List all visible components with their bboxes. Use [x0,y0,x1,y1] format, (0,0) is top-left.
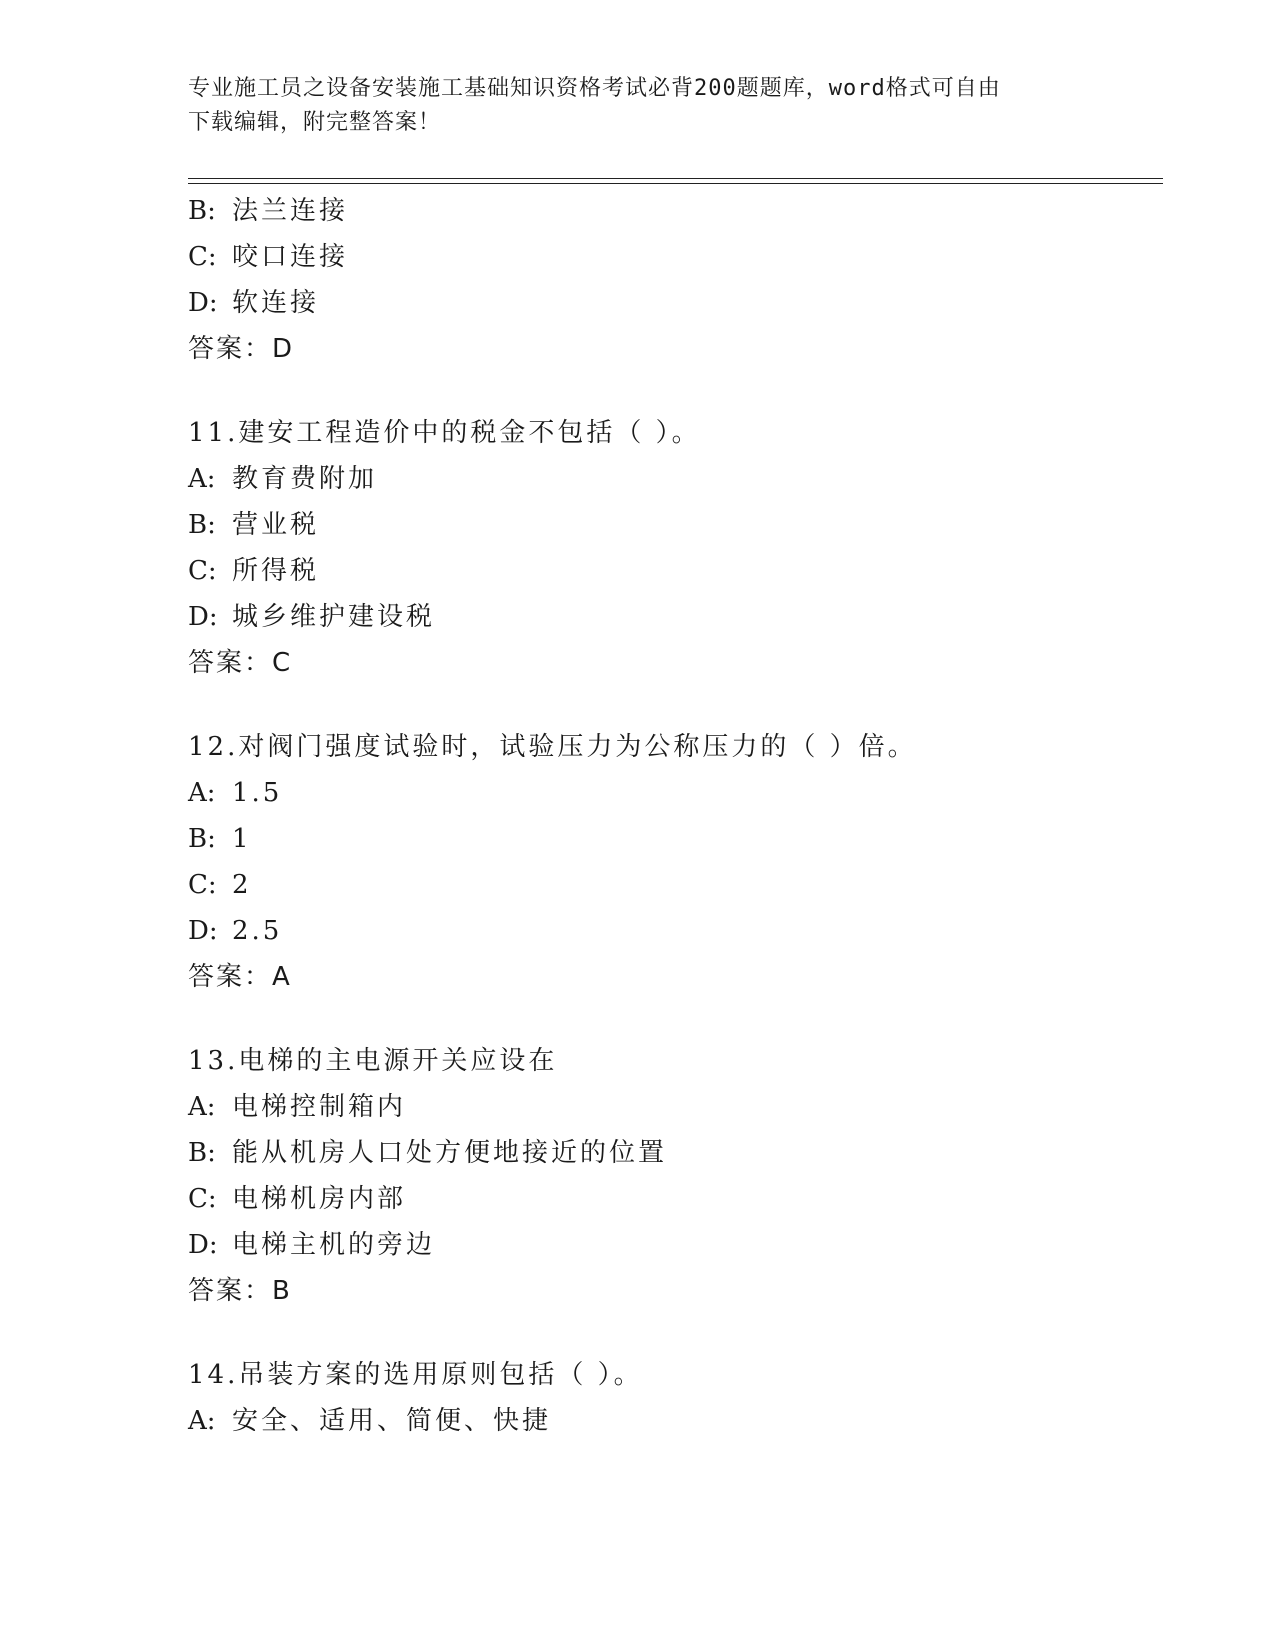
option-label: B: [188,196,216,226]
option-text: 安全、适用、简便、快捷 [232,1406,552,1436]
option-a [188,1398,1148,1444]
option-text: 教育费附加 [232,464,378,494]
option-text: 所得税 [232,556,320,586]
option-text: 1.5 [232,778,283,808]
option-label: C: [188,1184,217,1214]
option-b [188,816,1148,862]
option-label: D: [188,602,218,632]
option-label: D: [188,1230,218,1260]
option-c [188,1176,1148,1222]
option-c [188,548,1148,594]
option-d [188,280,1148,326]
option-text: 1 [232,824,252,854]
answer: 答案：A [188,962,292,992]
option-label: D: [188,916,218,946]
question-12 [188,724,1148,1000]
question-text: 12.对阀门强度试验时，试验压力为公称压力的（ ）倍。 [188,732,917,762]
option-text: 2 [232,870,252,900]
header-line-2: 下载编辑，附完整答案！ [188,110,442,135]
question-10 [188,188,1148,372]
option-d [188,594,1148,640]
option-text: 能从机房人口处方便地接近的位置 [232,1138,668,1168]
document-header [188,72,1088,140]
option-text: 电梯主机的旁边 [232,1230,436,1260]
option-text: 营业税 [232,510,320,540]
option-label: C: [188,556,217,586]
option-text: 电梯控制箱内 [232,1092,407,1122]
question-11 [188,410,1148,686]
option-label: B: [188,1138,216,1168]
option-text: 软连接 [232,288,320,318]
option-label: C: [188,870,217,900]
option-a [188,770,1148,816]
option-c [188,862,1148,908]
option-text: 咬口连接 [232,242,349,272]
question-text: 14.吊装方案的选用原则包括（ ）。 [188,1360,643,1390]
option-b [188,502,1148,548]
option-text: 电梯机房内部 [232,1184,407,1214]
option-b [188,188,1148,234]
option-b [188,1130,1148,1176]
option-label: A: [188,1406,216,1436]
option-d [188,908,1148,954]
option-a [188,456,1148,502]
header-line-1: 专业施工员之设备安装施工基础知识资格考试必背200题题库，word格式可自由 [188,76,1001,101]
answer: 答案：D [188,334,295,364]
option-label: A: [188,1092,216,1122]
option-text: 法兰连接 [232,196,349,226]
option-label: B: [188,824,216,854]
question-text: 11.建安工程造价中的税金不包括（ ）。 [188,418,701,448]
option-d [188,1222,1148,1268]
option-label: D: [188,288,218,318]
option-text: 城乡维护建设税 [232,602,436,632]
option-label: A: [188,464,216,494]
question-list [188,188,1148,1444]
option-c [188,234,1148,280]
option-label: B: [188,510,216,540]
header-divider-bottom [188,183,1163,184]
question-14 [188,1352,1148,1444]
option-text: 2.5 [232,916,283,946]
option-label: C: [188,242,217,272]
answer: 答案：B [188,1276,292,1306]
question-text: 13.电梯的主电源开关应设在 [188,1046,558,1076]
question-13 [188,1038,1148,1314]
option-a [188,1084,1148,1130]
header-divider-top [188,178,1163,179]
option-label: A: [188,778,216,808]
answer: 答案：C [188,648,293,678]
